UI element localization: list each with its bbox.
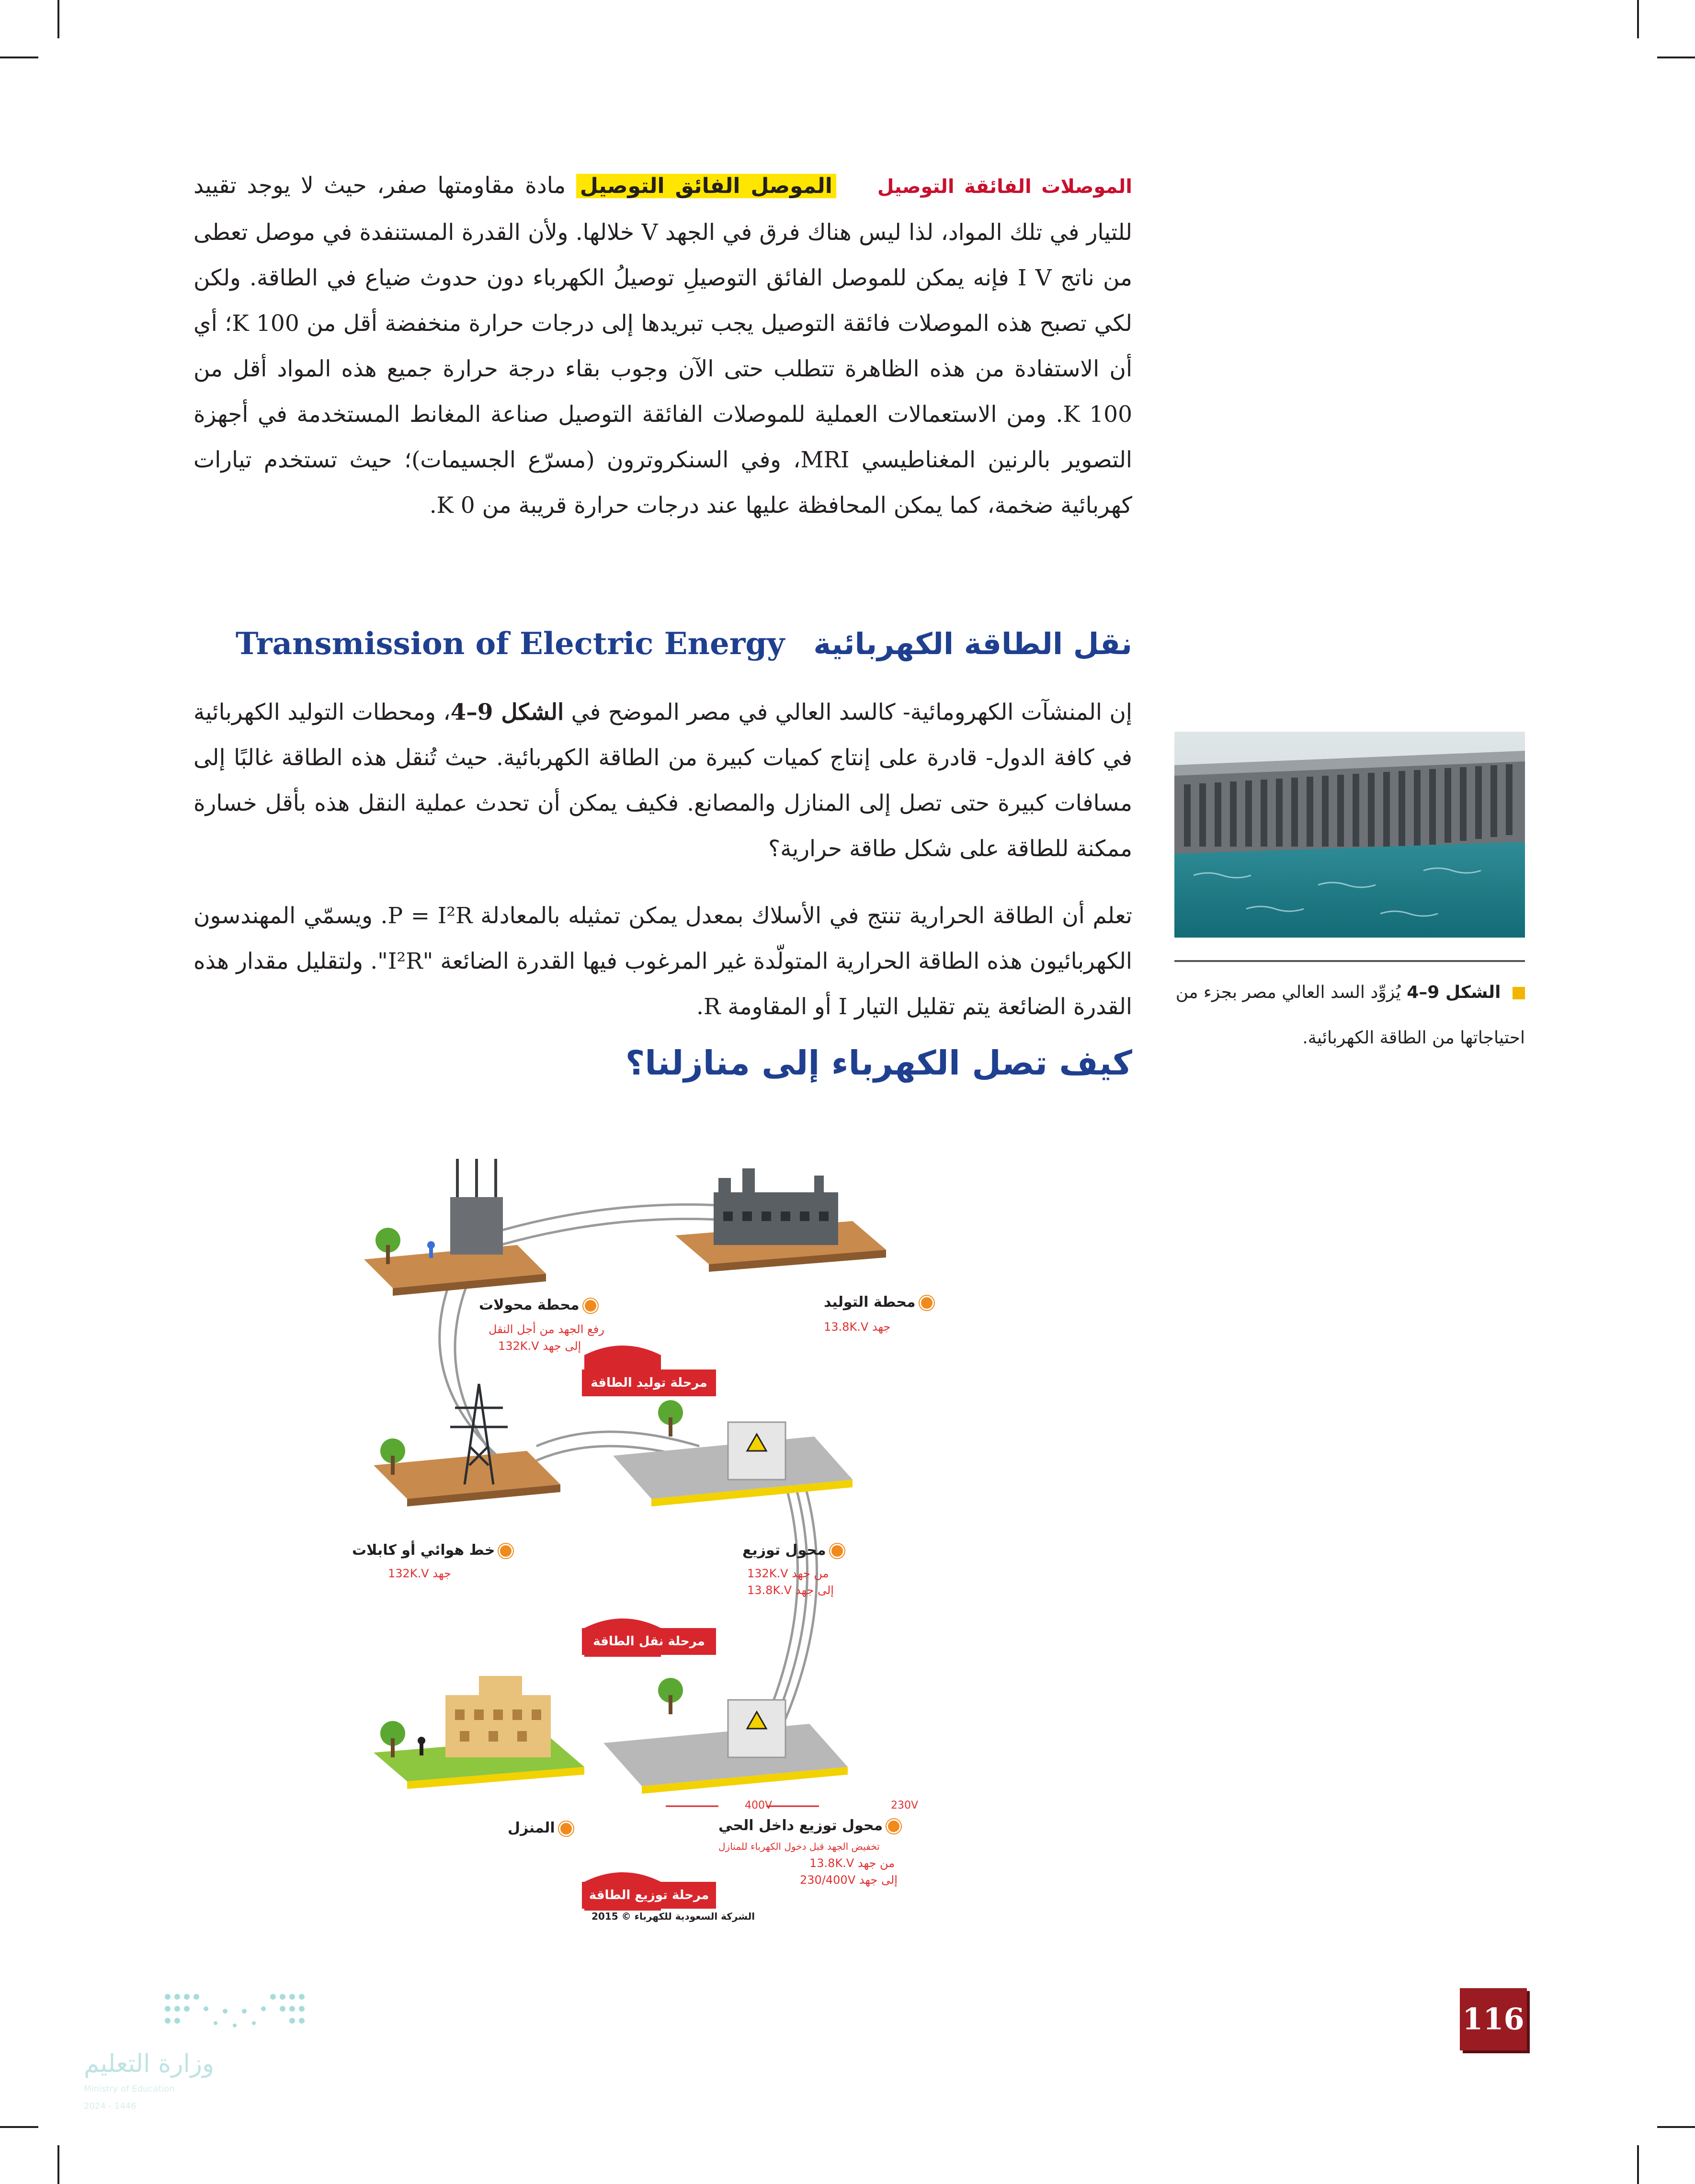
neighborhood-transformer-label: محول توزيع داخل الحي bbox=[718, 1817, 901, 1834]
bullet-icon bbox=[583, 1299, 598, 1313]
caption-rule bbox=[1174, 960, 1525, 962]
overhead-line-label: خط هوائي أو كابلات bbox=[352, 1542, 513, 1559]
voltage-400-label: 400V bbox=[745, 1799, 773, 1811]
section-title-ar: نقل الطاقة الكهربائية bbox=[813, 626, 1132, 661]
paragraph-text: مادة مقاومتها صفر، حيث لا يوجد تقييد للتيار في تلك المواد، لذا ليس هناك فرق في الجهد V خلالها. ولأن القدرة المستنفدة في موصل تعطى من ناتج I V فإنه يمكن للموصل الفائق التوصيلِ توصيلُ الكهرباء دون حدوث ضياع في الطاقة. ولكن لكي تصبح هذه الموصلات فائقة التوصيل يجب تبريدها إلى درجات حرارة منخفضة أقل من 100 K؛ أي أن الاستفادة من هذه الظاهرة تتطلب حتى الآن وجوب بقاء درجة حرارة جميع هذه المواد أقل من 100 K. ومن الاستعمالات العملية للموصلات الفائقة التوصيل صناعة المغانط المستخدمة في أجهزة التصوير بالرنين المغناطيسي MRI، وفي السنكروترون (مسرّع الجسيمات)؛ حيث تستخدم تيارات كهربائية ضخمة، كما يمكن المحافظة عليها عند درجات حرارة قريبة من 0 K. bbox=[193, 172, 1132, 519]
figure-reference: الشكل 9–4 bbox=[450, 699, 564, 725]
highlighted-term: الموصل الفائق التوصيل bbox=[576, 174, 836, 198]
crop-mark bbox=[57, 0, 59, 38]
figure-caption bbox=[1174, 970, 1525, 1061]
transmission-stage-banner: مرحلة نقل الطاقة bbox=[582, 1628, 716, 1655]
superconductor-paragraph bbox=[193, 163, 1132, 528]
ministry-logo-dots bbox=[163, 1987, 316, 2040]
crop-mark bbox=[1637, 2145, 1639, 2184]
diagram-copyright: الشركة السعودية للكهرباء © 2015 bbox=[592, 1911, 755, 1922]
transformer-station-voltage: إلى جهد 132K.V bbox=[498, 1339, 581, 1353]
high-dam-photo bbox=[1174, 732, 1525, 938]
ministry-name-en: Ministry of Education bbox=[84, 2084, 175, 2094]
bullet-icon bbox=[559, 1822, 573, 1836]
bullet-icon bbox=[920, 1296, 934, 1310]
power-loss-paragraph bbox=[193, 893, 1132, 1030]
neighborhood-transformer-from: من جهد 13.8K.V bbox=[809, 1856, 895, 1870]
crop-mark bbox=[0, 2126, 38, 2128]
paragraph-text: إن المنشآت الكهرومائية- كالسد العالي في مصر الموضح في bbox=[571, 699, 1132, 725]
transmission-paragraph bbox=[193, 690, 1132, 871]
crop-mark bbox=[0, 57, 38, 58]
paragraph-text: ، ومحطات التوليد الكهربائية في كافة الدول- قادرة على إنتاج كميات كبيرة من الطاقة الكهربائية. حيث تُنقل هذه الطاقة غالبًا إلى مسافات كبيرة حتى تصل إلى المنازل والمصانع. فكيف يمكن أن تحدث عملية النقل هذه بأقل خسارة ممكنة للطاقة على شكل طاقة حرارية؟ bbox=[193, 699, 1132, 862]
generation-station-label: محطة التوليد bbox=[824, 1294, 934, 1311]
transformer-station-note: رفع الجهد من أجل النقل bbox=[489, 1323, 604, 1336]
overhead-line-voltage: جهد 132K.V bbox=[388, 1567, 451, 1580]
crop-mark bbox=[1657, 2126, 1695, 2128]
section-title-en: Transmission of Electric Energy bbox=[235, 626, 785, 662]
bullet-icon bbox=[887, 1819, 901, 1833]
distribution-transformer-from: من جهد 132K.V bbox=[747, 1567, 829, 1580]
caption-text: يُزوِّد السد العالي مصر بجزء من احتياجاتها من الطاقة الكهربائية. bbox=[1175, 983, 1525, 1048]
neighborhood-transformer-note: تخفيض الجهد قبل دخول الكهرباء للمنازل bbox=[718, 1841, 880, 1852]
ministry-name: وزارة التعليم bbox=[84, 2049, 215, 2078]
generation-station-voltage: جهد 13.8K.V bbox=[824, 1320, 891, 1334]
section-title bbox=[193, 618, 1132, 670]
figure-label: الشكل 9–4 bbox=[1407, 983, 1501, 1002]
page-number: 116 bbox=[1460, 1988, 1527, 2050]
distribution-stage-banner: مرحلة توزيع الطاقة bbox=[582, 1882, 716, 1909]
bullet-icon bbox=[830, 1544, 844, 1558]
generation-stage-banner: مرحلة توليد الطاقة bbox=[582, 1369, 716, 1396]
home-label: المنزل bbox=[508, 1820, 573, 1836]
crop-mark bbox=[57, 2145, 59, 2184]
ministry-year: 2024 - 1446 bbox=[84, 2101, 137, 2111]
distribution-transformer-to: إلى جهد 13.8K.V bbox=[747, 1584, 834, 1597]
margin-term: الموصلات الفائقة التوصيل bbox=[877, 176, 1132, 198]
question-heading: كيف تصل الكهرباء إلى منازلنا؟ bbox=[625, 1043, 1132, 1083]
transformer-station-label: محطة محولات bbox=[479, 1297, 598, 1313]
crop-mark bbox=[1657, 57, 1695, 58]
neighborhood-transformer-to: إلى جهد 230/400V bbox=[800, 1873, 898, 1887]
crop-mark bbox=[1637, 0, 1639, 38]
paragraph-text: تعلم أن الطاقة الحرارية تنتج في الأسلاك بمعدل يمكن تمثيله بالمعادلة P = I²R. ويسمّي المهندسون الكهربائيون هذه الطاقة الحرارية المتولّدة غير المرغوب فيها القدرة الضائعة "I²R". ولتقليل مقدار هذه القدرة الضائعة يتم تقليل التيار I أو المقاومة R. bbox=[193, 903, 1132, 1020]
distribution-transformer-label: محول توزيع bbox=[742, 1542, 844, 1559]
bullet-icon bbox=[499, 1544, 513, 1558]
voltage-230-label: 230V bbox=[891, 1799, 919, 1811]
caption-marker-icon bbox=[1513, 987, 1525, 999]
